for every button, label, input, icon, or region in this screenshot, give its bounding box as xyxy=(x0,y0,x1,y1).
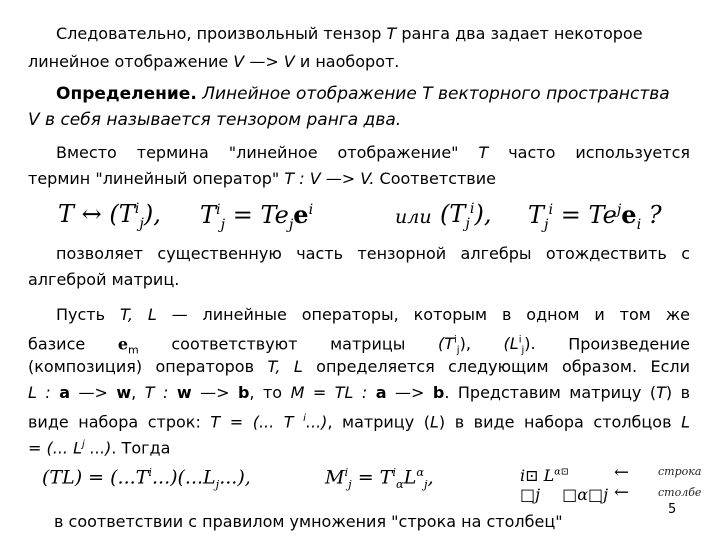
paragraph-line: алгеброй матриц. xyxy=(28,270,180,289)
paragraph-line xyxy=(28,52,690,72)
paragraph-line: виде набора строк: T = (... T $^i$...), матрицу (L) в виде набора столбцов L xyxy=(28,412,691,432)
paragraph-line xyxy=(56,24,690,44)
paragraph-line xyxy=(28,169,690,189)
math-symbol: V —> V xyxy=(233,52,295,71)
text: Вместо термина "линейное отображение" xyxy=(56,143,479,162)
paragraph-line: в соответствии с правилом умножения "строка на столбец" xyxy=(54,512,563,531)
formula-product-rows-columns: $(TL) = (...T^i...)(...L_j...)$, xyxy=(42,465,251,492)
or-word: или xyxy=(395,206,432,228)
definition-heading: Определение. xyxy=(56,84,197,104)
text: Следовательно, произвольный тензор xyxy=(56,24,387,43)
paragraph-line: Пусть T, L — линейные операторы, которым в одном и том же xyxy=(56,305,690,324)
paragraph-line: позволяет существенную часть тензорной алгебры отождествить с xyxy=(56,244,690,263)
text: часто используется xyxy=(488,143,690,162)
definition-text: Линейное отображение T векторного пространства xyxy=(202,84,670,104)
text: и наоборот. xyxy=(294,52,400,71)
annotation-row: строка xyxy=(658,465,702,478)
paragraph-line xyxy=(56,143,690,163)
text: линейное отображение xyxy=(28,52,234,71)
definition-line xyxy=(56,84,690,104)
text: ранга два задает некоторое xyxy=(396,24,643,43)
math-symbol: T xyxy=(478,143,489,162)
paragraph-line: = (... $L^j$ ...). Тогда xyxy=(28,438,171,458)
formula-row-definition: $T_j^i = Te^je_i$ ? xyxy=(528,200,662,233)
arrow-left-icon: ← xyxy=(614,482,630,503)
text: Соответствие xyxy=(374,169,496,188)
math-symbol: T xyxy=(386,24,397,43)
paragraph-line: L : a —> w, T : w —> b, то M = TL : a —> b. Представим матрицу (T) в xyxy=(28,383,691,402)
formula-correspondence: T ↔ $(T^i_j)$, xyxy=(58,200,161,232)
paragraph-line: (композиция) операторов T, L определяется следующим образом. Если xyxy=(28,357,690,376)
arrow-left-icon: ← xyxy=(614,462,630,483)
paragraph-line: базисе $e_m$ соответствуют матрицы $(T^i_j)$, $(L^i_j)$. Произведение xyxy=(28,334,690,357)
formula-correspondence-alt: $(T_j^i)$, xyxy=(440,200,492,232)
page-number: 5 xyxy=(668,502,677,517)
formula-column-definition: $T^i_j = Te_je^i$ xyxy=(200,200,314,233)
annotation-column: столбе xyxy=(658,486,702,499)
formula-matrix-product: $M^i_j = T^i_\alpha L^\alpha_j$, xyxy=(325,465,434,492)
math-symbol: T : V —> V. xyxy=(284,169,375,188)
definition-line: V в себя называется тензором ранга два. xyxy=(28,110,402,130)
text: термин "линейный оператор" xyxy=(28,169,285,188)
formula-index-scheme: i⊡ $L^{\alpha⊡}$ □j □α□j xyxy=(520,466,609,504)
